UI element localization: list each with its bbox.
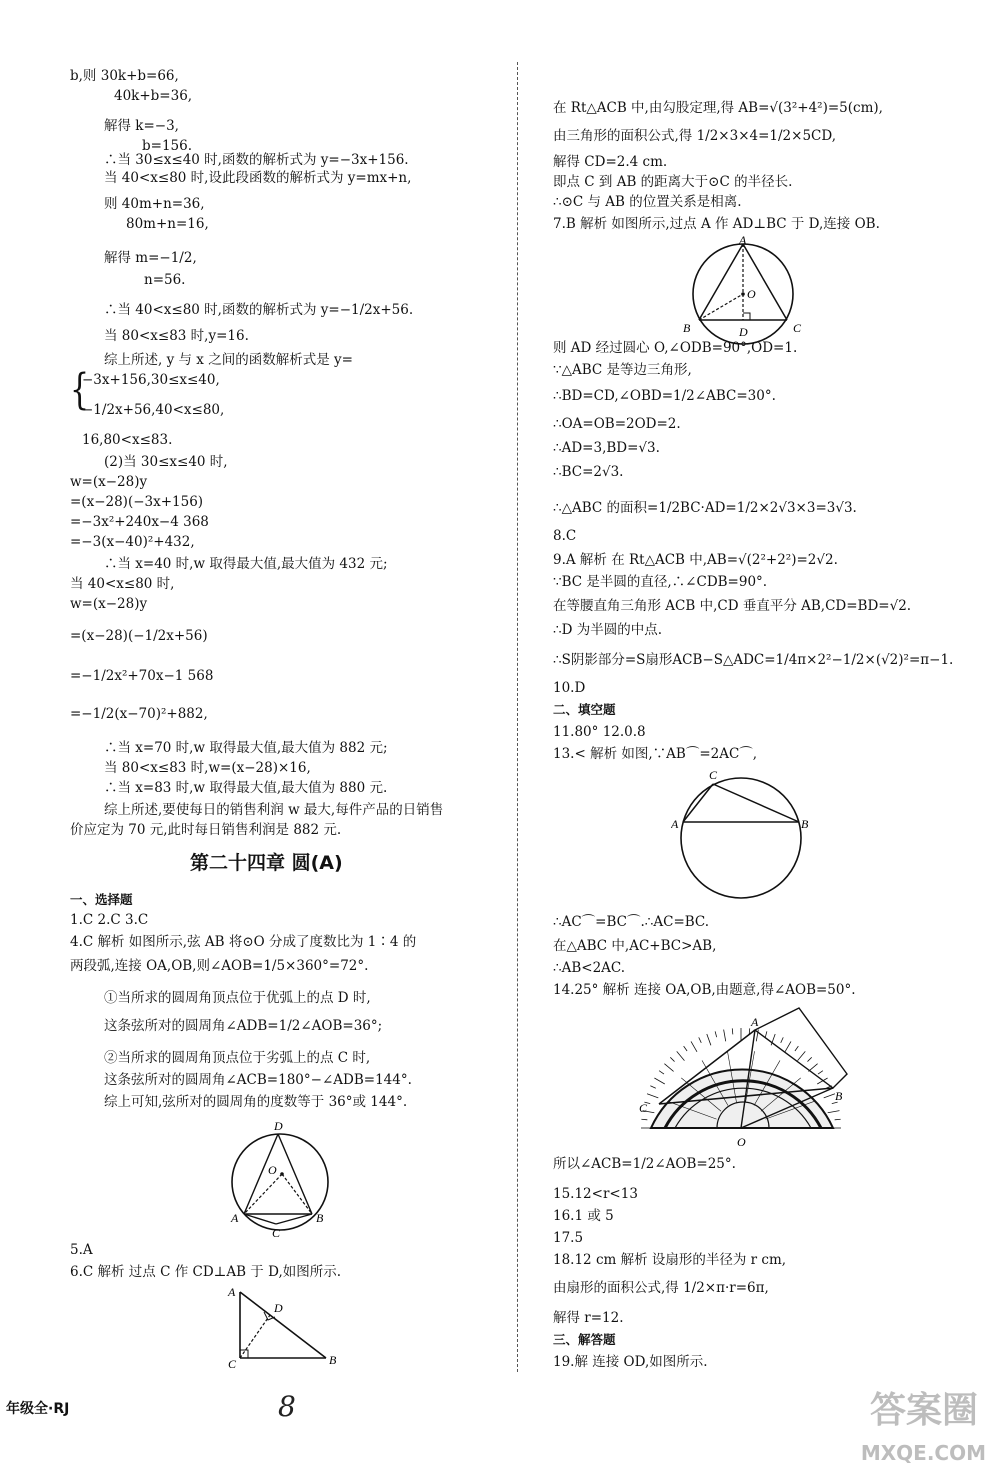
text-line: ∴BD=CD,∠OBD=1/2∠ABC=30°. [553, 388, 776, 404]
text-line: 40k+b=36, [114, 88, 193, 104]
brace-icon: { [70, 365, 90, 415]
text-line: 14.25° 解析 连接 OA,OB,由题意,得∠AOB=50°. [553, 982, 856, 998]
text-line: −1/2x+56,40<x≤80, [82, 402, 225, 418]
page-number: 8 [278, 1390, 296, 1423]
text-line: 当 80<x≤83 时,w=(x−28)×16, [104, 760, 311, 776]
text-line: 当 40<x≤80 时, [70, 576, 175, 592]
text-line: 19.解 连接 OD,如图所示. [553, 1354, 708, 1370]
text-line: =−1/2x²+70x−1 568 [70, 668, 214, 684]
text-line: 6.C 解析 过点 C 作 CD⊥AB 于 D,如图所示. [70, 1264, 342, 1280]
text-line: ∴AC⌒=BC⌒.∴AC=BC. [553, 914, 710, 930]
text-line: 综上所述,要使每日的销售利润 w 最大,每件产品的日销售 [104, 802, 444, 818]
fig-label: B [316, 1211, 324, 1225]
fig-label: O [737, 1135, 746, 1149]
text-line: (2)当 30≤x≤40 时, [104, 454, 228, 470]
protractor-tick [818, 1071, 823, 1074]
equilateral-triangle-circle-figure [673, 236, 813, 348]
watermark-url: MXQE.COM [860, 1441, 986, 1465]
text-line: ∴当 x=83 时,w 取得最大值,最大值为 880 元. [104, 780, 388, 796]
text-line: ∴当 x=40 时,w 取得最大值,最大值为 432 元; [104, 556, 388, 572]
fig-label: B [801, 817, 809, 831]
protractor-tick [828, 1111, 840, 1113]
text-line: 当 40<x≤80 时,设此段函数的解析式为 y=mx+n, [104, 170, 412, 186]
protractor-tick [699, 1037, 702, 1042]
protractor-tick [647, 1094, 658, 1098]
text-line: 16.1 或 5 [553, 1208, 614, 1224]
fig-label: O [268, 1163, 277, 1177]
text-line: ∴当 40<x≤80 时,函数的解析式为 y=−1/2x+56. [104, 302, 414, 318]
protractor-tick [654, 1078, 664, 1084]
fig-label: B [683, 321, 691, 335]
text-line: w=(x−28)y [70, 474, 148, 490]
text-line: 即点 C 到 AB 的距离大于⊙C 的半径长. [553, 174, 793, 190]
text-line: b=156. [142, 138, 193, 154]
protractor-tick [807, 1057, 811, 1061]
fig-label: D [274, 1119, 283, 1133]
text-line: ∵△ABC 是等边三角形, [553, 362, 692, 378]
protractor-tick [691, 1041, 697, 1051]
text-line: 两段弧,连接 OA,OB,则∠AOB=1/5×360°=72°. [70, 958, 369, 974]
watermark-logo: 答案圈 [869, 1390, 978, 1431]
text-line: 在等腰直角三角形 ACB 中,CD 垂直平分 AB,CD=BD=√2. [553, 598, 912, 614]
protractor-figure [637, 1004, 853, 1154]
text-line: ①当所求的圆周角顶点位于优弧上的点 D 时, [104, 990, 371, 1006]
fig-label: B [835, 1089, 843, 1103]
text-line: 价应定为 70 元,此时每日销售利润是 882 元. [70, 822, 342, 838]
text-line: 由扇形的面积公式,得 1/2×π·r=6π, [553, 1280, 769, 1296]
text-line: 解得 m=−1/2, [104, 250, 197, 266]
text-line: 8.C [553, 528, 577, 544]
text-line: ∴AB<2AC. [553, 960, 626, 976]
chapter-title: 第二十四章 圆(A) [190, 852, 343, 874]
footer-grade: 年级全·RJ [6, 1401, 70, 1417]
text-line: =−3(x−40)²+432, [70, 534, 195, 550]
text-line: 则 AD 经过圆心 O,∠ODB=90°,OD=1. [553, 340, 798, 356]
protractor-tick [785, 1041, 791, 1051]
fig-label: C [793, 321, 802, 335]
protractor-tick [724, 1030, 726, 1042]
fig-label: A [231, 1211, 239, 1225]
text-line: 4.C 解析 如图所示,弦 AB 将⊙O 分成了度数比为 1∶4 的 [70, 934, 417, 950]
column-divider [517, 62, 518, 1372]
text-line: 10.D [553, 680, 586, 696]
text-line: 5.A [70, 1242, 93, 1258]
section-heading: 二、填空题 [553, 702, 616, 717]
text-line: 综上所述, y 与 x 之间的函数解析式是 y= [104, 352, 353, 368]
fig-label: C [639, 1101, 648, 1115]
text-line: ∴BC=2√3. [553, 464, 624, 480]
text-line: 在△ABC 中,AC+BC>AB, [553, 938, 717, 954]
fig-label: O [747, 287, 756, 301]
fig-label: A [739, 236, 747, 247]
protractor-tick [670, 1057, 674, 1061]
text-line: 这条弦所对的圆周角∠ACB=180°−∠ADB=144°. [104, 1072, 412, 1088]
text-line: ∵BC 是半圆的直径,∴∠CDB=90°. [553, 574, 768, 590]
protractor-tick [781, 1037, 784, 1042]
text-line: 则 40m+n=36, [104, 196, 205, 212]
text-line: 9.A 解析 在 Rt△ACB 中,AB=√(2²+2²)=2√2. [553, 552, 838, 568]
text-line: ②当所求的圆周角顶点位于劣弧上的点 C 时, [104, 1050, 371, 1066]
fig-label: A [228, 1285, 236, 1299]
text-line: ∴D 为半圆的中点. [553, 622, 662, 638]
section-heading: 一、选择题 [70, 892, 133, 907]
protractor-tick [715, 1031, 717, 1037]
protractor-tick [659, 1071, 664, 1074]
circle-inscribed-angle-figure [230, 1116, 330, 1238]
protractor-tick [641, 1119, 647, 1120]
protractor-tick [824, 1094, 835, 1098]
protractor-tick [664, 1064, 673, 1072]
right-triangle-figure [226, 1284, 342, 1370]
text-line: ∴S阴影部分=S扇形ACB−S△ADC=1/4π×2²−1/2×(√2)²=π−1. [553, 652, 954, 668]
fig-label: C [228, 1357, 237, 1370]
text-line: 7.B 解析 如图所示,过点 A 作 AD⊥BC 于 D,连接 OB. [553, 216, 880, 232]
text-line: ∴OA=OB=2OD=2. [553, 416, 681, 432]
text-line: 当 80<x≤83 时,y=16. [104, 328, 249, 344]
text-line: 80m+n=16, [126, 216, 209, 232]
text-line: 1.C 2.C 3.C [70, 912, 149, 928]
fig-label: C [272, 1226, 281, 1238]
protractor-tick [732, 1028, 733, 1034]
protractor-tick [650, 1086, 655, 1089]
text-line: ∴AD=3,BD=√3. [553, 440, 660, 456]
text-line: ∴△ABC 的面积=1/2BC·AD=1/2×2√3×3=3√3. [553, 500, 857, 516]
text-line: =(x−28)(−3x+156) [70, 494, 204, 510]
text-line: 16,80<x≤83. [82, 432, 173, 448]
text-line: 解得 r=12. [553, 1310, 624, 1326]
text-line: 13.< 解析 如图,∵AB⌒=2AC⌒, [553, 746, 758, 762]
text-line: =−1/2(x−70)²+882, [70, 706, 208, 722]
text-line: 所以∠ACB=1/2∠AOB=25°. [553, 1156, 736, 1172]
text-line: 18.12 cm 解析 设扇形的半径为 r cm, [553, 1252, 787, 1268]
text-line: 11.80° 12.0.8 [553, 724, 646, 740]
text-line: =−3x²+240x−4 368 [70, 514, 209, 530]
protractor-tick [765, 1031, 767, 1037]
fig-label: A [751, 1015, 759, 1029]
text-line: =(x−28)(−1/2x+56) [70, 628, 208, 644]
text-line: 这条弦所对的圆周角∠ADB=1/2∠AOB=36°; [104, 1018, 383, 1034]
fig-label: D [739, 325, 748, 339]
protractor-tick [795, 1046, 798, 1051]
text-line: w=(x−28)y [70, 596, 148, 612]
protractor-tick [798, 1051, 806, 1060]
text-line: 解得 CD=2.4 cm. [553, 154, 668, 170]
text-line: 综上可知,弦所对的圆周角的度数等于 36°或 144°. [104, 1094, 408, 1110]
fig-label: C [709, 768, 718, 782]
text-line: ∴当 30≤x≤40 时,函数的解析式为 y=−3x+156. [104, 152, 409, 168]
section-heading: 三、解答题 [553, 1332, 616, 1347]
text-line: ∴⊙C 与 AB 的位置关系是相离. [553, 194, 742, 210]
text-line: −3x+156,30≤x≤40, [82, 372, 220, 388]
chord-circle-figure [671, 766, 821, 904]
fig-label: B [329, 1353, 337, 1367]
text-line: b,则 30k+b=66, [70, 68, 179, 84]
text-line: 在 Rt△ACB 中,由勾股定理,得 AB=√(3²+4²)=5(cm), [553, 100, 883, 116]
fig-label: A [671, 817, 679, 831]
text-line: 由三角形的面积公式,得 1/2×3×4=1/2×5CD, [553, 128, 837, 144]
fig-label: D [274, 1301, 283, 1315]
text-line: n=56. [144, 272, 186, 288]
text-line: ∴当 x=70 时,w 取得最大值,最大值为 882 元; [104, 740, 388, 756]
text-line: 解得 k=−3, [104, 118, 179, 134]
text-line: 17.5 [553, 1230, 584, 1246]
protractor-tick [684, 1046, 687, 1051]
protractor-tick [677, 1051, 685, 1060]
text-line: 15.12<r<13 [553, 1186, 638, 1202]
protractor-tick [707, 1034, 711, 1045]
protractor-tick [835, 1119, 841, 1120]
